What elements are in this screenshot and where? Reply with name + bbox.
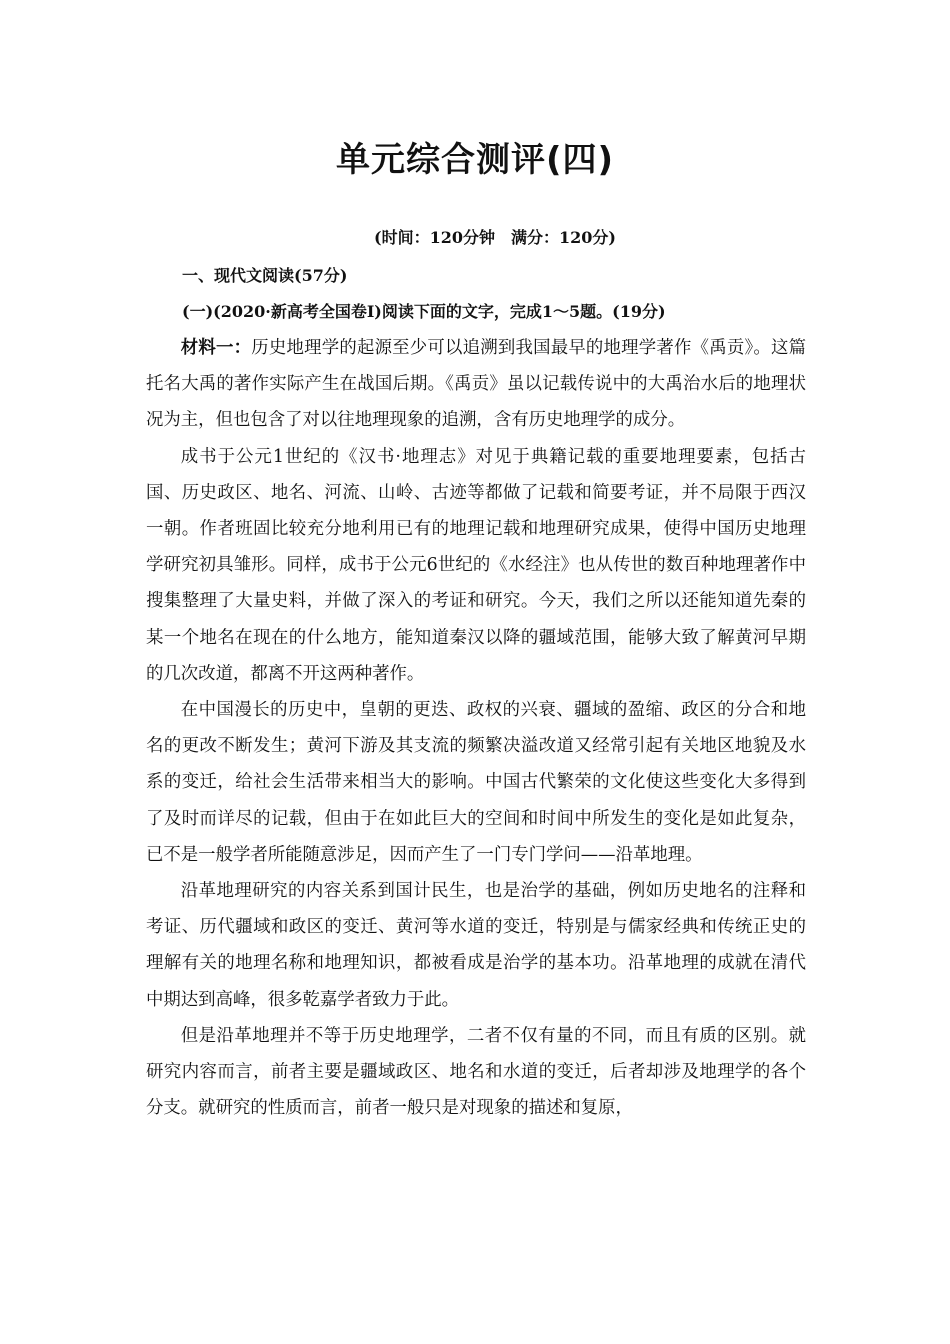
section-heading: 一、现代文阅读(57分) — [182, 266, 348, 285]
paragraph-3 — [146, 692, 806, 873]
paragraph-text: 沿革地理研究的内容关系到国计民生，也是治学的基础，例如历史地名的注释和考证、历代疆域和政区的变迁、黄河等水道的变迁，特别是与儒家经典和传统正史的理解有关的地理名称和地理知识，都被看成是治学的基本功。沿革地理的成就在清代中期达到高峰，很多乾嘉学者致力于此。 — [146, 881, 806, 1010]
paragraph-text: 但是沿革地理并不等于历史地理学，二者不仅有量的不同，而且有质的区别。就研究内容而言，前者主要是疆域政区、地名和水道的变迁，后者却涉及地理学的各个分支。就研究的性质而言，前者一般只是对现象的描述和复原， — [146, 1025, 806, 1119]
paragraph-text: 在中国漫长的历史中，皇朝的更迭、政权的兴衰、疆域的盈缩、政区的分合和地名的更改不断发生；黄河下游及其支流的频繁决溢改道又经常引起有关地区地貌及水系的变迁，给社会生活带来相当大的影响。中国古代繁荣的文化使这些变化大多得到了及时而详尽的记载，但由于在如此巨大的空间和时间中所发生的变化是如此复杂，已不是一般学者所能随意涉足，因而产生了一门专门学问——沿革地理。 — [146, 700, 806, 865]
reading-passage — [146, 330, 806, 1126]
paragraph-2 — [146, 439, 806, 692]
material-lead-label: 材料一： — [180, 338, 252, 358]
paragraph-text: 成书于公元1世纪的《汉书·地理志》对见于典籍记载的重要地理要素，包括古国、历史政区、地名、河流、山岭、古迹等都做了记载和简要考证，并不局限于西汉一朝。作者班固比较充分地利用已有的地理记载和地理研究成果，使得中国历史地理学研究初具雏形。同样，成书于公元6世纪的《水经注》也从传世的数百种地理著作中搜集整理了大量史料，并做了深入的考证和研究。今天，我们之所以还能知道先秦的某一个地名在现在的什么地方，能知道秦汉以降的疆域范围，能够大致了解黄河早期的几次改道，都离不开这两种著作。 — [146, 446, 806, 684]
paragraph-4 — [146, 873, 806, 1018]
paragraph-text: 历史地理学的起源至少可以追溯到我国最早的地理学著作《禹贡》。这篇托名大禹的著作实际产生在战国后期。《禹贡》虽以记载传说中的大禹治水后的地理状况为主，但也包含了对以往地理现象的追溯，含有历史地理学的成分。 — [146, 338, 806, 431]
exam-time-score: (时间：120分钟 满分：120分) — [374, 228, 616, 247]
paragraph-1 — [146, 330, 806, 439]
document-title: 单元综合测评(四) — [335, 140, 615, 180]
question-source-line: (一)(2020·新高考全国卷Ⅰ)阅读下面的文字，完成1～5题。(19分) — [182, 302, 666, 321]
paragraph-5 — [146, 1018, 806, 1127]
